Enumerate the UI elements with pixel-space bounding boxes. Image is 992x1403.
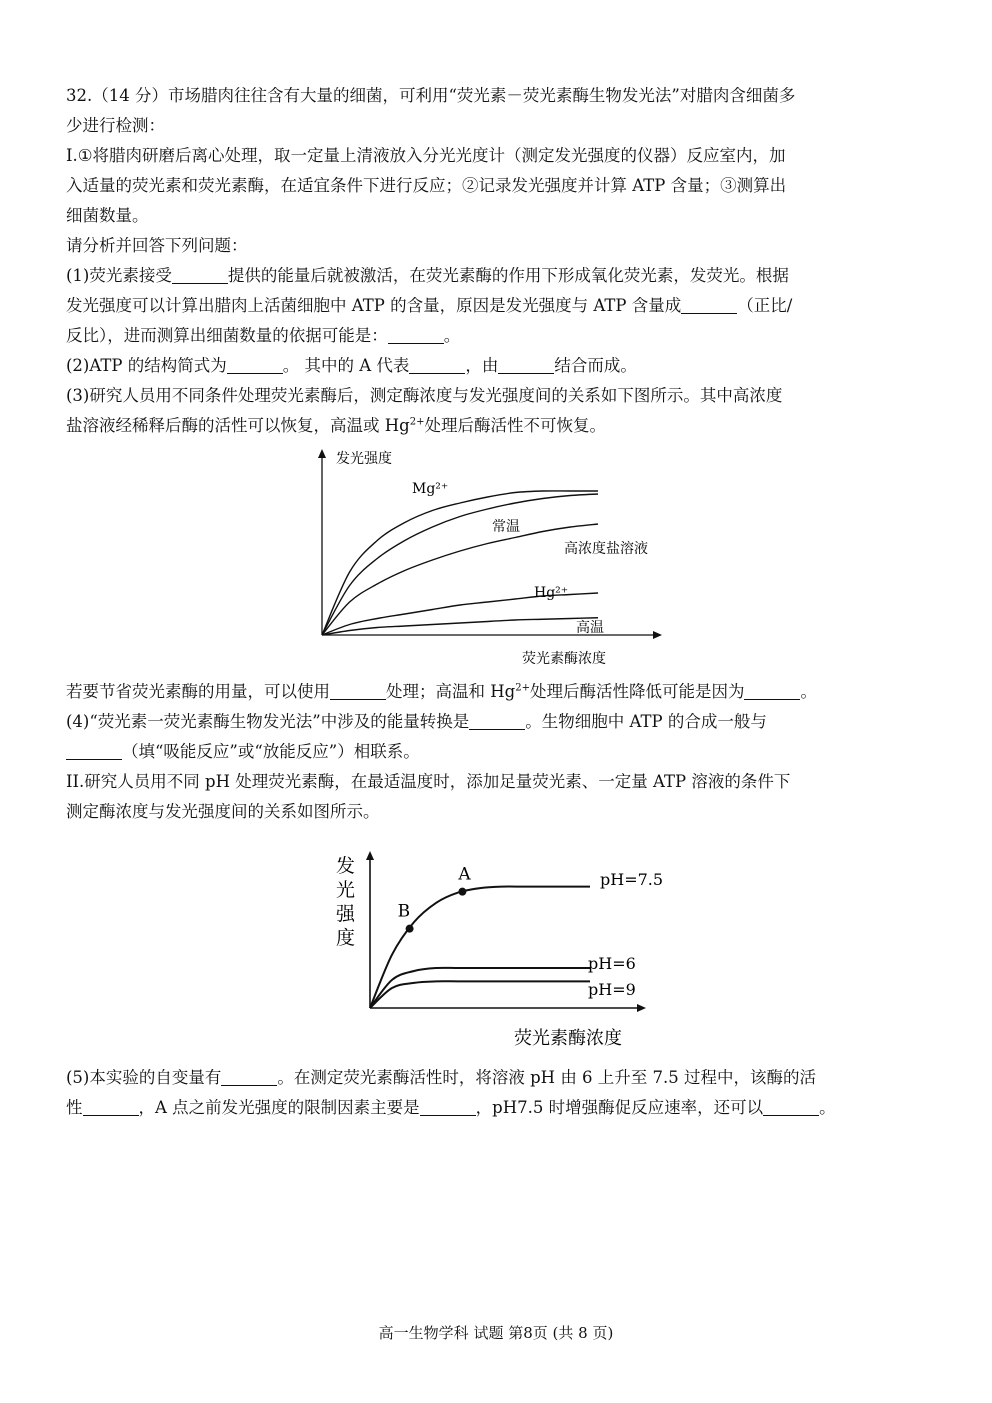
data-point (406, 925, 414, 933)
question-intro (66, 81, 928, 441)
q5-line2 (66, 1093, 928, 1123)
chart-labels (336, 855, 663, 1049)
series-label: pH=7.5 (600, 870, 664, 889)
series-label: Mg²⁺ (412, 481, 449, 497)
part1-line: 请分析并回答下列问题： (66, 236, 248, 255)
series-line (370, 968, 590, 1008)
series-label: pH=6 (588, 954, 636, 973)
data-point (458, 888, 466, 896)
ph-enzyme-chart (330, 848, 670, 1053)
intro-line: 32.（14 分）市场腊肉往往含有大量的细菌，可利用“荧光素－荧光素酶生物发光法”对腊肉含细菌多 (66, 86, 796, 105)
x-axis-label: 荧光素酶浓度 (514, 1028, 622, 1049)
q3-line2 (66, 411, 928, 441)
enzyme-condition-chart (300, 445, 700, 673)
y-axis-label: 发光强度 (336, 451, 392, 467)
part2-line: 测定酶浓度与发光强度间的关系如图所示。 (66, 802, 380, 821)
q5-text: (5)本实验的自变量有 (66, 1068, 222, 1087)
q1-text: 提供的能量后就被激活，在荧光素酶的作用下形成氧化荧光素，发荧光。根据 (227, 266, 789, 285)
series-line (370, 981, 590, 1008)
q5-line1 (66, 1063, 928, 1093)
y-axis-arrow (318, 449, 326, 458)
page-footer: 高一生物学科 试题 第8页 (共 8 页) (378, 1324, 614, 1342)
answer-blank[interactable] (409, 353, 465, 374)
answer-blank[interactable] (227, 353, 283, 374)
q1-line3 (66, 321, 928, 351)
q5-text: 。 (819, 1098, 836, 1117)
answer-blank[interactable] (744, 679, 800, 700)
answer-blank[interactable] (388, 323, 444, 344)
q3-text: 处理后酶活性降低可能是因为 (529, 682, 745, 701)
x-axis-label: 荧光素酶浓度 (522, 651, 606, 667)
y-axis-arrow (366, 851, 374, 860)
q4-line1 (66, 707, 928, 737)
answer-blank[interactable] (83, 1095, 139, 1116)
series-label: 常温 (492, 519, 520, 535)
question-middle (66, 677, 928, 827)
series-line (322, 618, 598, 635)
q2-text: (2)ATP 的结构简式为 (66, 356, 227, 375)
answer-blank[interactable] (763, 1095, 819, 1116)
q2-text: ，由 (465, 356, 499, 375)
q1-text: 反比），进而测算出细菌数量的依据可能是： (66, 326, 388, 345)
series-label: Hg²⁺ (534, 585, 569, 601)
q2-text: 。 其中的 A 代表 (282, 356, 410, 375)
q1-text: 。 (443, 326, 461, 345)
part1-line: I.①将腊肉研磨后离心处理，取一定量上清液放入分光光度计（测定发光强度的仪器）反应室内，加 (66, 146, 786, 165)
part1-line: 细菌数量。 (66, 206, 149, 225)
q3-line1: (3)研究人员用不同条件处理荧光素酶后，测定酶浓度与发光强度间的关系如下图所示。其中高浓度 (66, 386, 783, 405)
q1-text: 发光强度可以计算出腊肉上活菌细胞中 ATP 的含量，原因是发光强度与 ATP 含量成 (66, 296, 682, 315)
x-axis-arrow (637, 1004, 646, 1012)
part2-line: II.研究人员用不同 pH 处理荧光素酶，在最适温度时，添加足量荧光素、一定量 ATP 溶液的条件下 (66, 772, 791, 791)
answer-blank[interactable] (330, 679, 386, 700)
q4-line2 (66, 737, 928, 767)
q1-line1 (66, 261, 928, 291)
series-label: 高浓度盐溶液 (564, 541, 648, 557)
q5-text: 性 (66, 1098, 83, 1117)
x-axis-arrow (653, 631, 662, 639)
answer-blank[interactable] (66, 739, 122, 760)
series-label: pH=9 (588, 980, 636, 999)
q4-text: 。生物细胞中 ATP 的合成一般与 (525, 712, 767, 731)
q3-after-line (66, 677, 928, 707)
y-axis-label-char: 发 (336, 855, 356, 877)
y-axis-label-char: 光 (336, 879, 356, 901)
answer-blank[interactable] (172, 263, 228, 284)
q3-text: 。 (800, 682, 817, 701)
q5-text: 。在测定荧光素酶活性时，将溶液 pH 由 6 上升至 7.5 过程中，该酶的活 (277, 1068, 817, 1087)
y-axis-label-char: 度 (336, 927, 356, 949)
question-end (66, 1063, 928, 1123)
series-line (322, 494, 598, 635)
intro-line: 少进行检测： (66, 116, 165, 135)
point-label: B (397, 901, 411, 922)
answer-blank[interactable] (681, 293, 737, 314)
q3-superscript: 2+ (515, 682, 530, 694)
series-line (322, 491, 598, 635)
q4-text: （填“吸能反应”或“放能反应”）相联系。 (122, 742, 420, 761)
answer-blank[interactable] (221, 1065, 277, 1086)
q5-text: ，A 点之前发光强度的限制因素主要是 (138, 1098, 420, 1117)
answer-blank[interactable] (469, 709, 525, 730)
q1-text: （正比/ (737, 296, 793, 315)
q3-text: 盐溶液经稀释后酶的活性可以恢复，高温或 Hg (66, 416, 410, 435)
q3-text: 处理；高温和 Hg (386, 682, 516, 701)
y-axis-label-char: 强 (336, 903, 356, 925)
part1-line: 入适量的荧光素和荧光素酶，在适宜条件下进行反应；②记录发光强度并计算 ATP 含量；③测算出 (66, 176, 787, 195)
answer-blank[interactable] (498, 353, 554, 374)
q4-text: (4)“荧光素一荧光素酶生物发光法”中涉及的能量转换是 (66, 712, 470, 731)
q2-text: 结合而成。 (554, 356, 637, 375)
q3-text: 处理后酶活性不可恢复。 (424, 416, 606, 435)
point-label: A (458, 864, 471, 885)
series-label: 高温 (576, 620, 604, 636)
q3-text: 若要节省荧光素酶的用量，可以使用 (66, 682, 330, 701)
q1-line2 (66, 291, 928, 321)
q1-text: (1)荧光素接受 (66, 266, 172, 285)
chart-series (322, 491, 598, 635)
answer-blank[interactable] (420, 1095, 476, 1116)
q2-line (66, 351, 928, 381)
q3-superscript: 2+ (409, 416, 425, 428)
q5-text: ，pH7.5 时增强酶促反应速率，还可以 (475, 1098, 764, 1117)
